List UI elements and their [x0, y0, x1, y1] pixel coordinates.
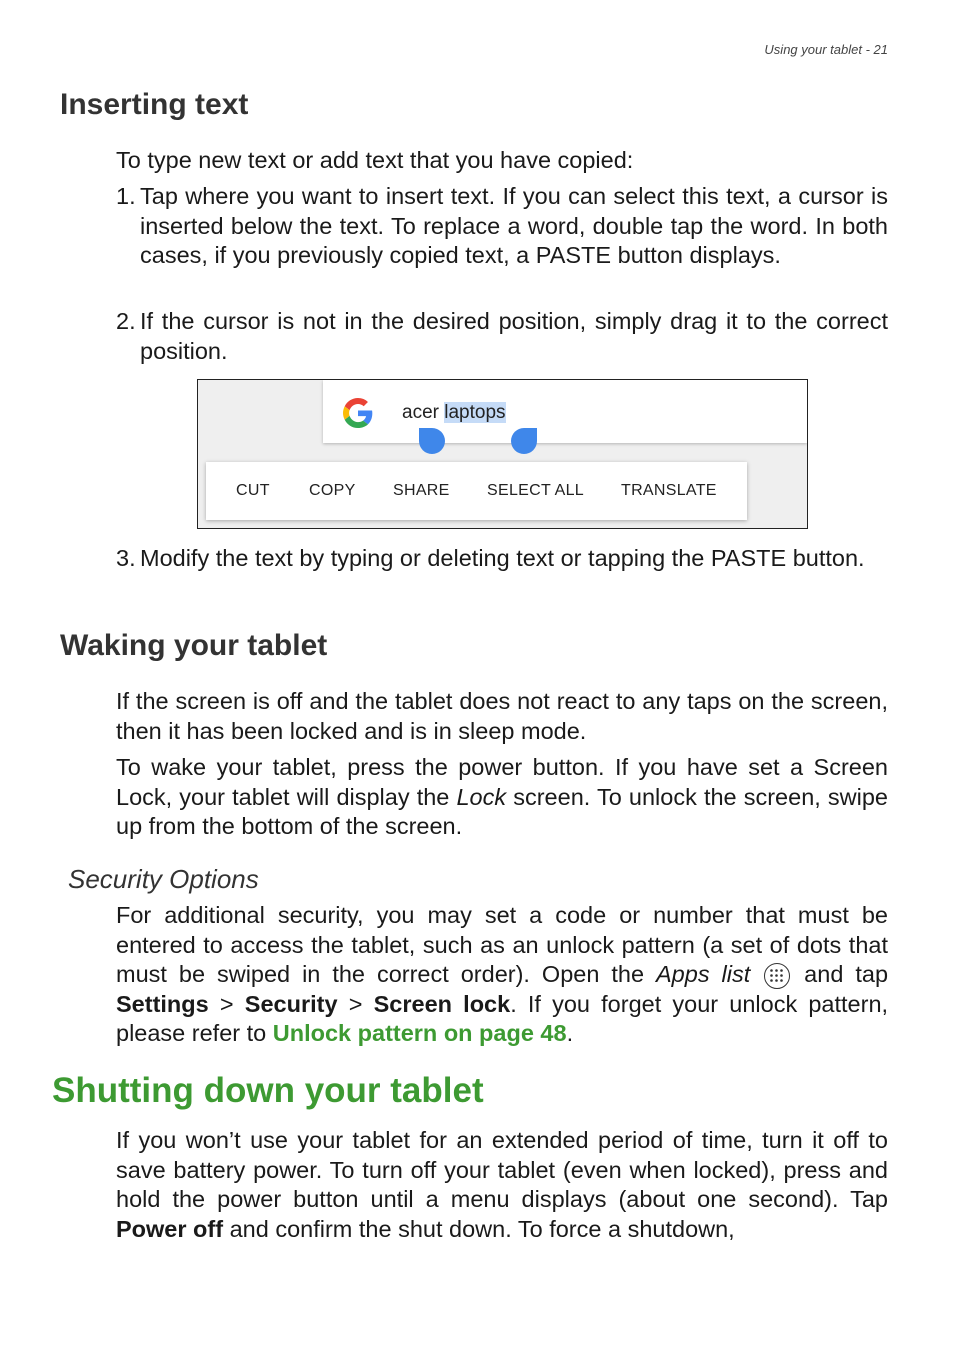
- separator: >: [219, 990, 234, 1017]
- heading-inserting-text: Inserting text: [60, 88, 249, 121]
- text-run: screen. To unlock the screen, swipe up from the bottom of the screen.: [116, 783, 888, 839]
- list-text: Modify the text by typing or deleting text or tapping the PASTE button.: [140, 545, 865, 571]
- heading-shutting-down: Shutting down your tablet: [52, 1071, 484, 1110]
- security-paragraph: [116, 901, 888, 1049]
- query-plain: acer: [402, 402, 445, 423]
- list-text: If the cursor is not in the desired position, simply drag it to the correct position.: [140, 308, 888, 364]
- waking-paragraph-2: [116, 753, 888, 842]
- text-run: . If you forget your unlock pattern, please refer to: [116, 990, 889, 1046]
- inserting-intro: To type new text or add text that you have copied:: [116, 147, 634, 173]
- power-off-term: Power off: [116, 1215, 224, 1242]
- list-item: [116, 544, 888, 574]
- query-selected: laptops: [444, 402, 506, 423]
- unlock-pattern-link[interactable]: Unlock pattern on page 48: [272, 1020, 567, 1046]
- apps-list-icon: [764, 963, 790, 989]
- running-head: Using your tablet - 21: [764, 42, 888, 57]
- text-selection-menu: [206, 462, 747, 520]
- security-term: Security: [244, 990, 338, 1017]
- selection-handle-start[interactable]: [419, 428, 445, 454]
- text-selection-screenshot: [197, 379, 808, 529]
- separator: >: [348, 990, 363, 1017]
- menu-translate[interactable]: TRANSLATE: [621, 482, 717, 499]
- apps-list-term: Apps list: [656, 961, 751, 987]
- list-number: 2.: [116, 308, 136, 334]
- text-run: and confirm the shut down. To force a shutdown,: [223, 1215, 735, 1242]
- settings-term: Settings: [116, 990, 209, 1017]
- waking-paragraph-1: If the screen is off and the tablet does not react to any taps on the screen, then it has been locked and is in sleep mode.: [116, 688, 888, 744]
- list-number: 1.: [116, 183, 136, 209]
- shutdown-paragraph: [116, 1126, 888, 1244]
- menu-copy[interactable]: COPY: [309, 482, 356, 499]
- screen-lock-term: Screen lock: [373, 990, 511, 1017]
- lock-term: Lock: [456, 783, 507, 810]
- google-g-icon: [343, 398, 373, 428]
- search-bar[interactable]: [323, 380, 807, 443]
- menu-select-all[interactable]: SELECT ALL: [487, 482, 584, 499]
- menu-share[interactable]: SHARE: [393, 482, 450, 499]
- text-run: If you won’t use your tablet for an extended period of time, turn it off to save battery power. To turn off your tablet (even when locked), press and hold the power button until a menu displays (about one second). Tap: [116, 1127, 888, 1212]
- search-query[interactable]: [402, 402, 506, 424]
- list-text: Tap where you want to insert text. If you can select this text, a cursor is inserted below the text. To replace a word, double tap the word. In both cases, if you previously copied text, a PASTE button displays.: [140, 183, 888, 268]
- text-run: and tap: [792, 961, 889, 987]
- text-run: For additional security, you may set a code or number that must be entered to access the tablet, such as an unlock pattern (a set of dots that must be swiped in the correct order). Open the: [116, 902, 888, 987]
- text-run: To wake your tablet, press the power button. If you have set a Screen Lock, your tablet will display the: [116, 754, 888, 810]
- selection-handle-end[interactable]: [511, 428, 537, 454]
- heading-security-options: Security Options: [68, 864, 259, 894]
- list-item: [116, 182, 888, 271]
- menu-cut[interactable]: CUT: [236, 482, 270, 499]
- text-run: .: [566, 1020, 574, 1046]
- list-number: 3.: [116, 545, 136, 571]
- heading-waking: Waking your tablet: [60, 629, 328, 662]
- list-item: [116, 307, 888, 366]
